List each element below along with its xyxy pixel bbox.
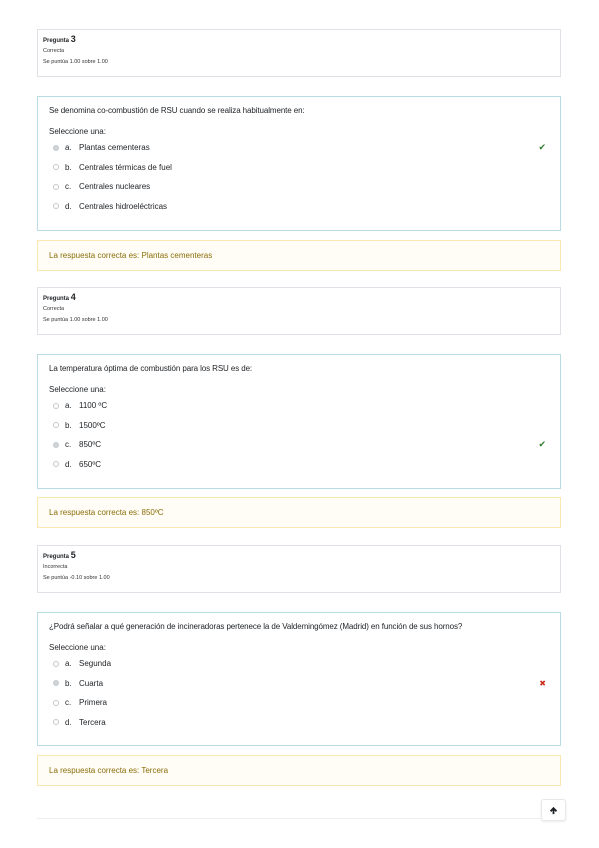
answer-text: 850ºC: [79, 440, 102, 450]
radio-button[interactable]: [53, 680, 59, 686]
question-state: Incorrecta: [43, 564, 68, 570]
answer-letter: b.: [65, 420, 72, 430]
question-text: Se denomina co-combustión de RSU cuando se realiza habitualmente en:: [49, 106, 305, 115]
answer-text: Tercera: [79, 717, 106, 727]
radio-button[interactable]: [53, 403, 59, 409]
answer-letter: a.: [65, 401, 72, 411]
radio-button[interactable]: [53, 700, 59, 706]
cross-icon: ✖: [539, 678, 546, 688]
answer-option-d[interactable]: [49, 713, 549, 733]
answer-option-c[interactable]: [49, 435, 549, 455]
answer-list: [49, 138, 549, 216]
answer-letter: c.: [65, 440, 72, 450]
answer-prompt: Seleccione una:: [49, 385, 106, 394]
answer-text: Plantas cementeras: [79, 143, 150, 153]
answer-letter: a.: [65, 143, 72, 153]
answer-option-b[interactable]: [49, 158, 549, 178]
answer-text: 1500ºC: [79, 420, 106, 430]
answer-option-a[interactable]: [49, 138, 549, 158]
answer-option-a[interactable]: [49, 654, 549, 674]
answer-list: [49, 654, 549, 732]
feedback-box-3: [37, 240, 561, 271]
answer-option-b[interactable]: [49, 416, 549, 436]
answer-text: Segunda: [79, 659, 112, 669]
back-to-top-button[interactable]: [541, 799, 566, 821]
answer-option-d[interactable]: [49, 197, 549, 217]
question-info-3: [37, 29, 561, 77]
answer-prompt: Seleccione una:: [49, 127, 106, 136]
radio-button[interactable]: [53, 184, 59, 190]
question-title: [43, 292, 555, 304]
answer-text: 1100 ºC: [79, 401, 108, 411]
question-content-5: [37, 612, 561, 746]
radio-button[interactable]: [53, 164, 59, 170]
question-grade: Se puntúa -0.10 sobre 1.00: [43, 575, 110, 581]
answer-text: Centrales térmicas de fuel: [79, 162, 172, 172]
correct-answer-feedback: La respuesta correcta es: Tercera: [49, 766, 169, 775]
question-text: La temperatura óptima de combustión para los RSU es de:: [49, 364, 253, 373]
radio-button[interactable]: [53, 719, 59, 725]
answer-letter: d.: [65, 717, 72, 727]
radio-button[interactable]: [53, 422, 59, 428]
answer-letter: b.: [65, 162, 72, 172]
question-content-4: [37, 354, 561, 489]
question-number: 5: [70, 550, 76, 560]
check-icon: ✔: [538, 142, 546, 153]
question-state: Correcta: [43, 48, 65, 54]
question-number: 3: [70, 34, 76, 44]
radio-button[interactable]: [53, 145, 59, 151]
answer-list: [49, 396, 549, 474]
answer-letter: c.: [65, 182, 72, 192]
question-grade: Se puntúa 1.00 sobre 1.00: [43, 317, 108, 323]
radio-button[interactable]: [53, 461, 59, 467]
answer-text: 650ºC: [79, 459, 102, 469]
question-state: Correcta: [43, 306, 65, 312]
question-number: 4: [70, 292, 76, 302]
answer-prompt: Seleccione una:: [49, 643, 106, 652]
answer-text: Centrales nucleares: [79, 182, 151, 192]
question-label: Pregunta: [43, 554, 70, 560]
radio-button[interactable]: [53, 661, 59, 667]
page-divider: [37, 818, 561, 819]
arrow-up-icon: [549, 806, 558, 815]
question-info-4: [37, 287, 561, 335]
question-text: ¿Podrá señalar a qué generación de incineradoras pertenece la de Valdemingómez (Madrid) en función de sus hornos?: [49, 622, 463, 631]
answer-letter: b.: [65, 678, 72, 688]
answer-option-c[interactable]: [49, 693, 549, 713]
answer-letter: d.: [65, 459, 72, 469]
correct-answer-feedback: La respuesta correcta es: Plantas cementeras: [49, 251, 213, 260]
feedback-box-4: [37, 497, 561, 528]
question-title: [43, 34, 555, 46]
answer-letter: d.: [65, 201, 72, 211]
feedback-box-5: [37, 755, 561, 786]
answer-option-c[interactable]: [49, 177, 549, 197]
answer-text: Primera: [79, 698, 108, 708]
correct-answer-feedback: La respuesta correcta es: 850ºC: [49, 508, 164, 517]
answer-option-a[interactable]: [49, 396, 549, 416]
answer-option-d[interactable]: [49, 455, 549, 475]
question-label: Pregunta: [43, 296, 70, 302]
answer-option-b[interactable]: [49, 674, 549, 694]
answer-letter: c.: [65, 698, 72, 708]
radio-button[interactable]: [53, 442, 59, 448]
question-content-3: [37, 96, 561, 231]
question-info-5: [37, 545, 561, 593]
answer-text: Centrales hidroeléctricas: [79, 201, 168, 211]
question-grade: Se puntúa 1.00 sobre 1.00: [43, 59, 108, 65]
question-label: Pregunta: [43, 38, 70, 44]
check-icon: ✔: [538, 439, 546, 450]
radio-button[interactable]: [53, 203, 59, 209]
answer-text: Cuarta: [79, 678, 104, 688]
question-title: [43, 550, 555, 562]
answer-letter: a.: [65, 659, 72, 669]
